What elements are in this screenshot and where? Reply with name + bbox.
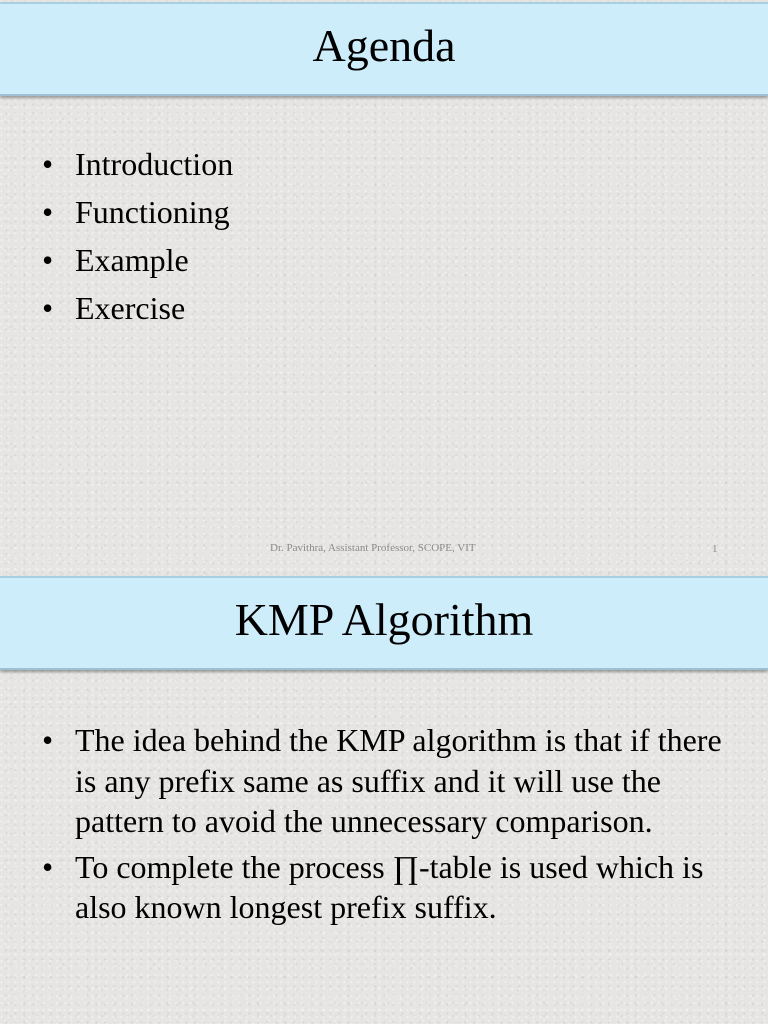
bullet-item [42,140,233,188]
bullet-text: To complete the process ∏-table is used which is also known longest prefix suffix. [75,848,704,925]
bullet-icon: • [42,146,54,182]
bullet-icon: • [42,290,54,326]
kmp-bullet-list [42,720,722,933]
bullet-text: Exercise [75,290,186,326]
slide-footer-text: Dr. Pavithra, Assistant Professor, SCOPE, VIT [270,542,476,554]
bullet-text: Functioning [75,194,230,230]
bullet-item [42,284,233,332]
slide-title-bar [0,2,768,96]
slide-title-bar [0,576,768,670]
slide-kmp-algorithm [0,574,768,1024]
slide-title: Agenda [312,20,456,71]
bullet-item [42,188,233,236]
bullet-item [42,720,722,842]
bullet-item [42,236,233,284]
slide-page-number: 1 [712,543,718,555]
bullet-text: The idea behind the KMP algorithm is that if there is any prefix same as suffix and it will use the pattern to avoid the unnecessary comparison. [75,722,722,839]
bullet-icon: • [42,194,54,230]
bullet-icon: • [42,242,54,278]
agenda-bullet-list [42,140,233,332]
bullet-item [42,847,722,928]
bullet-icon: • [42,722,54,758]
bullet-text: Introduction [75,146,234,182]
bullet-text: Example [75,242,189,278]
slide-title: KMP Algorithm [234,594,534,645]
bullet-icon: • [42,848,54,885]
